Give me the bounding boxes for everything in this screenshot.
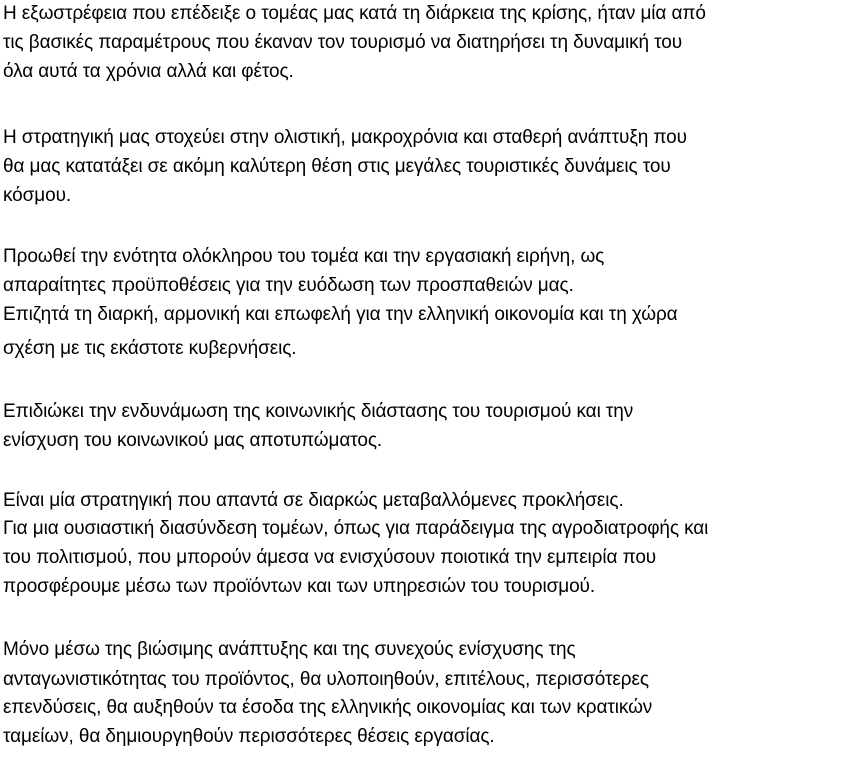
paragraph-6-line-2: ανταγωνιστικότητας του προϊόντος, θα υλοποιηθούν, επιτέλους, περισσότερες xyxy=(3,669,649,690)
paragraph-3-line-3: Επιζητά τη διαρκή, αρμονική και επωφελή για την ελληνική οικονομία και τη χώρα xyxy=(3,304,678,325)
paragraph-1-line-1: Η εξωστρέφεια που επέδειξε ο τομέας μας κατά τη διάρκεια της κρίσης, ήταν μία από xyxy=(3,3,706,24)
paragraph-6-line-3: επενδύσεις, θα αυξηθούν τα έσοδα της ελληνικής οικονομίας και των κρατικών xyxy=(3,697,653,718)
paragraph-3-line-4: σχέση με τις εκάστοτε κυβερνήσεις. xyxy=(3,338,297,359)
paragraph-4-line-2: ενίσχυση του κοινωνικού μας αποτυπώματος. xyxy=(3,430,383,451)
paragraph-5-line-1: Είναι μία στρατηγική που απαντά σε διαρκώς μεταβαλλόμενες προκλήσεις. xyxy=(3,490,624,511)
paragraph-1-line-3: όλα αυτά τα χρόνια αλλά και φέτος. xyxy=(3,61,294,82)
paragraph-5-line-2: Για μια ουσιαστική διασύνδεση τομέων, όπως για παράδειγμα της αγροδιατροφής και xyxy=(3,518,709,539)
paragraph-2-line-1: Η στρατηγική μας στοχεύει στην ολιστική, μακροχρόνια και σταθερή ανάπτυξη που xyxy=(3,127,687,148)
paragraph-6-line-4: ταμείων, θα δημιουργηθούν περισσότερες θέσεις εργασίας. xyxy=(3,726,495,747)
paragraph-3-line-2: απαραίτητες προϋποθέσεις για την ευόδωση των προσπαθειών μας. xyxy=(3,275,574,296)
paragraph-2-line-2: θα μας κατατάξει σε ακόμη καλύτερη θέση στις μεγάλες τουριστικές δυνάμεις του xyxy=(3,156,671,177)
paragraph-2-line-3: κόσμου. xyxy=(3,185,72,206)
paragraph-1-line-2: τις βασικές παραμέτρους που έκαναν τον τουρισμό να διατηρήσει τη δυναμική του xyxy=(3,32,683,53)
paragraph-6-line-1: Μόνο μέσω της βιώσιμης ανάπτυξης και της συνεχούς ενίσχυσης της xyxy=(3,639,576,660)
paragraph-5-line-4: προσφέρουμε μέσω των προϊόντων και των υπηρεσιών του τουρισμού. xyxy=(3,576,596,597)
paragraph-5-line-3: του πολιτισμού, που μπορούν άμεσα να ενισχύσουν ποιοτικά την εμπειρία που xyxy=(3,547,657,568)
paragraph-3-line-1: Προωθεί την ενότητα ολόκληρου του τομέα και την εργασιακή ειρήνη, ως xyxy=(3,246,605,267)
paragraph-4-line-1: Επιδιώκει την ενδυνάμωση της κοινωνικής διάστασης του τουρισμού και την xyxy=(3,401,634,422)
